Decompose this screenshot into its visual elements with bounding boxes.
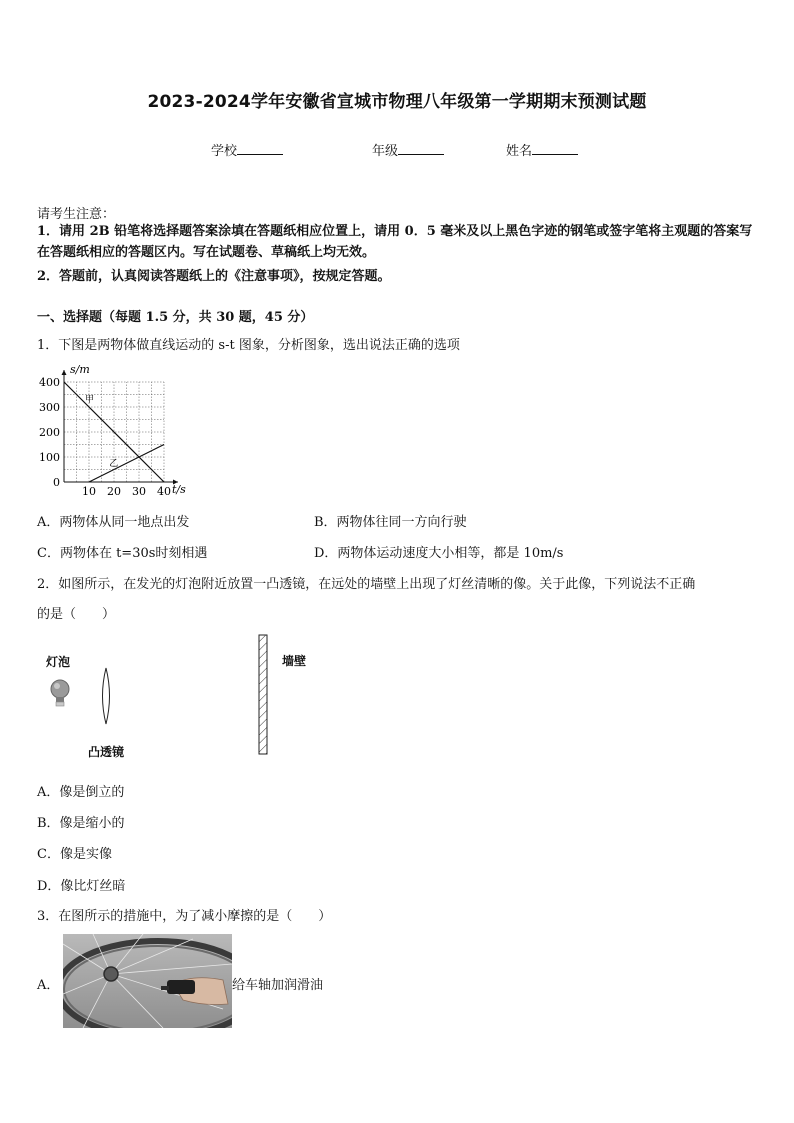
q2-option-d: D．像比灯丝暗	[37, 879, 126, 894]
wall-label: 墙壁	[282, 654, 307, 668]
st-graph	[36, 360, 206, 500]
y-axis-label: s/m	[70, 363, 90, 376]
y-tick-label: 400	[39, 376, 60, 389]
x-tick-label: 40	[157, 485, 171, 498]
convex-lens-icon	[98, 666, 114, 726]
bulb-label: 灯泡	[46, 655, 71, 669]
x-tick-label: 30	[132, 485, 146, 498]
series-label-1: 乙	[109, 458, 119, 469]
light-bulb-icon	[48, 678, 72, 712]
grade-label: 年级	[372, 144, 399, 159]
series-line-1	[89, 445, 164, 483]
notice-item-1: 1．请用 2B 铅笔将选择题答案涂填在答题纸相应位置上，请用 0．5 毫米及以上黑色字迹的钢笔或签字笔将主观题的答案写在答题纸相应的答题区内。写在试题卷、草稿纸上均无效。	[37, 224, 753, 260]
q2-option-a: A．像是倒立的	[37, 785, 125, 800]
bicycle-axle-photo	[63, 934, 232, 1028]
y-axis-arrow	[62, 370, 67, 375]
q1-option-b: B．两物体往同一方向行驶	[314, 515, 467, 530]
q1-option-c: C．两物体在 t=30s时刻相遇	[37, 546, 208, 561]
y-tick-label: 0	[53, 476, 60, 489]
series-label-0: 甲	[85, 395, 95, 405]
name-field	[506, 140, 578, 159]
school-label: 学校	[211, 144, 238, 159]
name-label: 姓名	[506, 144, 533, 159]
x-tick-label: 10	[82, 485, 96, 498]
y-tick-label: 100	[39, 451, 60, 464]
q3-stem: 3．在图所示的措施中，为了减小摩擦的是（ ）	[37, 909, 332, 924]
q2-option-b: B．像是缩小的	[37, 816, 125, 831]
page-title: 2023-2024学年安徽省宣城市物理八年级第一学期期末预测试题	[147, 92, 647, 112]
q1-stem: 1．下图是两物体做直线运动的 s-t 图象，分析图象，选出说法正确的选项	[37, 338, 460, 353]
name-blank	[532, 142, 578, 155]
q3-option-a-letter: A．	[37, 978, 60, 993]
school-blank	[237, 142, 283, 155]
wall-icon	[258, 634, 270, 756]
q2-stem-line2: 的是（ ）	[37, 607, 116, 622]
y-tick-label: 200	[39, 426, 60, 439]
q2-stem-line1: 2．如图所示，在发光的灯泡附近放置一凸透镜，在远处的墙壁上出现了灯丝清晰的像。关于此像，下列说法不正确	[37, 577, 696, 592]
lens-label: 凸透镜	[88, 745, 125, 759]
q1-option-a: A．两物体从同一地点出发	[37, 515, 190, 530]
y-tick-label: 300	[39, 401, 60, 414]
notice-item-2: 2．答题前，认真阅读答题纸上的《注意事项》，按规定答题。	[37, 269, 391, 284]
chart-axes	[62, 370, 179, 485]
section-heading: 一、选择题（每题 1.5 分，共 30 题，45 分）	[37, 310, 314, 325]
grade-field	[372, 140, 444, 159]
notice-heading: 请考生注意：	[37, 207, 116, 222]
school-field	[211, 140, 283, 159]
q1-option-d: D．两物体运动速度大小相等，都是 10m/s	[314, 546, 564, 561]
x-tick-label: 20	[107, 485, 121, 498]
q3-option-a-text: 给车轴加润滑油	[232, 978, 324, 993]
x-axis-label: t/s	[172, 483, 186, 496]
grade-blank	[398, 142, 444, 155]
q2-option-c: C．像是实像	[37, 847, 112, 862]
